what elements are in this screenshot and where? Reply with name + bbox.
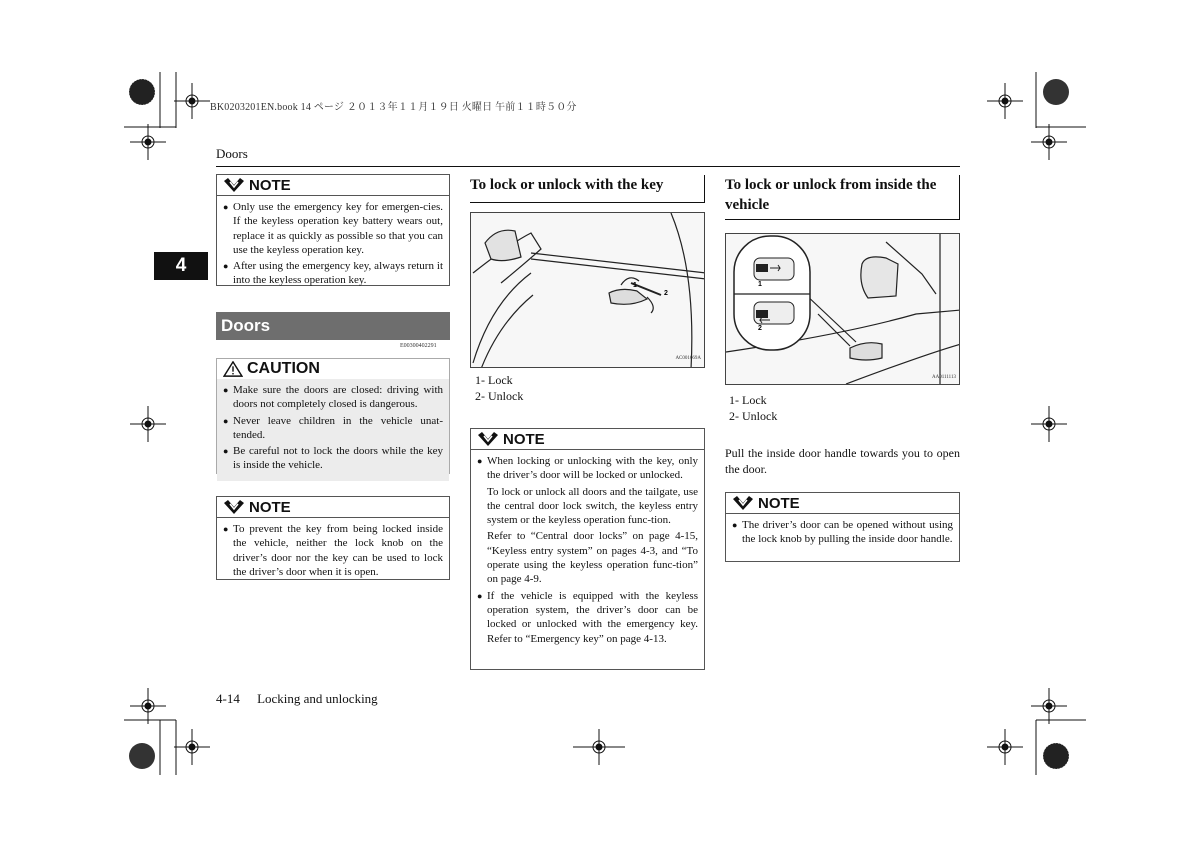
note-paragraph: To lock or unlock all doors and the tailgate, use the central door lock switch, the keyless entry system or the keyless operation func-tion. [487, 485, 698, 527]
file-meta-line: BK0203201EN.book 14 ページ ２０１３年１１月１９日 火曜日 午前１１時５０分 [210, 102, 577, 113]
note-box-emergency-key [216, 174, 450, 286]
note-body [217, 517, 449, 587]
note-title: NOTE [217, 175, 449, 195]
list-item: ● If the vehicle is equipped with the keyless operation system, the driver’s door can be locked or unlocked with the emergency key. Refer to “Emergency key” on page 4-13. [477, 589, 698, 645]
caution-title: CAUTION [217, 359, 449, 379]
list-item: ● Make sure the doors are closed: driving with doors not completely closed is dangerous. [223, 384, 443, 411]
callout-1: 1 [758, 281, 762, 288]
figure-code: AC001669A [675, 356, 701, 361]
note-box-inside-handle [725, 492, 960, 562]
page-footer [216, 691, 392, 707]
list-item: ● After using the emergency key, always return it into the keyless operation key. [223, 260, 443, 287]
note-icon [223, 177, 245, 193]
running-section-title: Doors [216, 146, 248, 161]
list-item: ● Only use the emergency key for emergen-cies. If the keyless operation key battery wears out, replace it as quickly as possible so that you can use the keyless operation key. [223, 201, 443, 256]
list-item: ● The driver’s door can be opened without using the lock knob by pulling the inside door handle. [732, 519, 953, 546]
inside-handle-illustration [726, 234, 960, 385]
note-icon [477, 431, 499, 447]
page-number: 4-14 [216, 691, 240, 706]
list-item: ● To prevent the key from being locked inside the vehicle, neither the lock knob on the driver’s door nor the key can be used to lock the driver’s door when it is open. [223, 523, 443, 578]
note-title: NOTE [726, 493, 959, 513]
warning-triangle-icon [223, 361, 243, 377]
chapter-tab: 4 [154, 252, 208, 280]
note-paragraph: Refer to “Central door locks” on page 4-15, “Keyless entry system” on pages 4-3, and “To operate using the keyless operation func-tion” on page 4-9. [487, 530, 698, 586]
callout-2: 2 [758, 325, 762, 332]
note-icon [223, 499, 245, 515]
callout-1: 1 [633, 282, 637, 289]
note-box-key-lockout [216, 496, 450, 580]
doors-section-code: E00300402291 [400, 343, 437, 349]
doors-section-heading: Doors [216, 312, 450, 340]
figure-code: AA0111113 [932, 375, 956, 380]
door-key-illustration [471, 213, 705, 368]
note-icon [732, 495, 754, 511]
note-body [217, 195, 449, 296]
caution-box [216, 358, 450, 474]
note-body [471, 449, 704, 654]
key-lock-heading: To lock or unlock with the key [470, 175, 705, 203]
note-body [726, 513, 959, 555]
note-title: NOTE [217, 497, 449, 517]
caution-body [217, 379, 449, 481]
inside-handle-instruction: Pull the inside door handle towards you to open the door. [725, 446, 960, 476]
list-item: ● When locking or unlocking with the key, only the driver’s door will be locked or unlocked. [477, 455, 698, 482]
note-box-key-locking [470, 428, 705, 670]
key-figure-legend: 1- Lock 2- Unlock [475, 373, 524, 403]
inside-handle-figure [725, 233, 960, 385]
header-rule [216, 166, 960, 167]
list-item: ● Be careful not to lock the doors while the key is inside the vehicle. [223, 445, 443, 472]
door-key-figure [470, 212, 705, 368]
chapter-title: Locking and unlocking [257, 691, 378, 706]
list-item: ● Never leave children in the vehicle unat-tended. [223, 414, 443, 441]
inside-figure-legend: 1- Lock 2- Unlock [729, 393, 778, 423]
note-title: NOTE [471, 429, 704, 449]
callout-2: 2 [664, 290, 668, 297]
inside-lock-heading: To lock or unlock from inside the vehicle [725, 175, 960, 220]
